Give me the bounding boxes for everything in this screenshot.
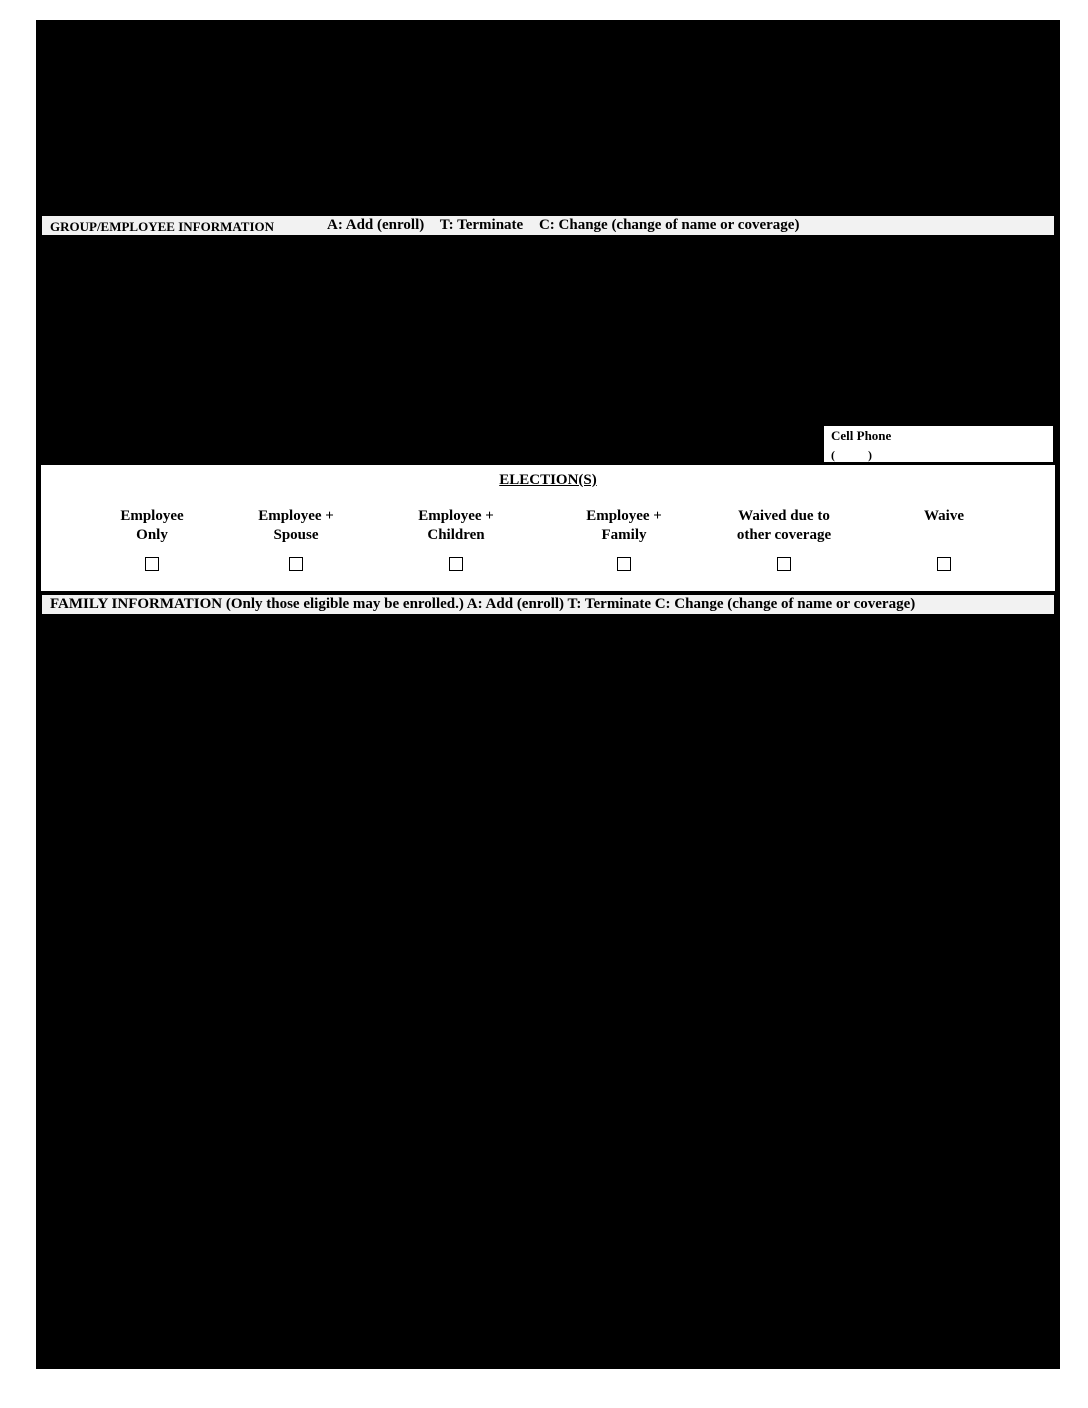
option-label-line2: Spouse [273,527,319,543]
checkbox-waive[interactable] [937,557,951,571]
checkbox-waived-other-coverage[interactable] [777,557,791,571]
option-label-line1: Waived due to [738,508,830,524]
group-employee-section-header [42,216,1054,235]
family-section-title: FAMILY INFORMATION (Only those eligible may be enrolled.) A: Add (enroll) T: Terminate C: Change (change of name or coverage) [50,596,916,612]
cell-phone-value[interactable]: ( ) [831,448,872,462]
option-label-line2: other coverage [736,527,832,543]
checkbox-employee-children[interactable] [449,557,463,571]
election-option-employee-spouse [226,507,366,571]
option-label-line1: Employee + [418,508,494,524]
checkbox-employee-spouse[interactable] [289,557,303,571]
code-add: A: Add (enroll) [327,217,425,233]
option-label-line2: Only [136,527,168,543]
group-employee-action-codes [327,217,811,234]
election-option-waived-other-coverage [714,507,854,571]
checkbox-employee-only[interactable] [145,557,159,571]
option-label-line1: Employee [120,508,184,524]
election-option-employee-only [82,507,222,571]
option-label-line1: Employee + [258,508,334,524]
option-label-line1: Waive [924,508,964,524]
election-option-employee-family [554,507,694,571]
family-section-header [42,595,1054,614]
checkbox-employee-family[interactable] [617,557,631,571]
option-label-line2: Family [601,527,647,543]
elections-panel [41,465,1055,591]
code-terminate: T: Terminate [439,217,524,233]
group-employee-section-title: GROUP/EMPLOYEE INFORMATION [50,219,275,234]
option-label-line2: Children [427,527,485,543]
election-option-employee-children [386,507,526,571]
code-change: C: Change (change of name or coverage) [538,217,800,233]
election-option-waive [874,507,1014,571]
elections-title: ELECTION(S) [499,472,597,488]
cell-phone-label: Cell Phone [831,428,892,443]
cell-phone-field[interactable] [823,425,1054,463]
option-label-line1: Employee + [586,508,662,524]
